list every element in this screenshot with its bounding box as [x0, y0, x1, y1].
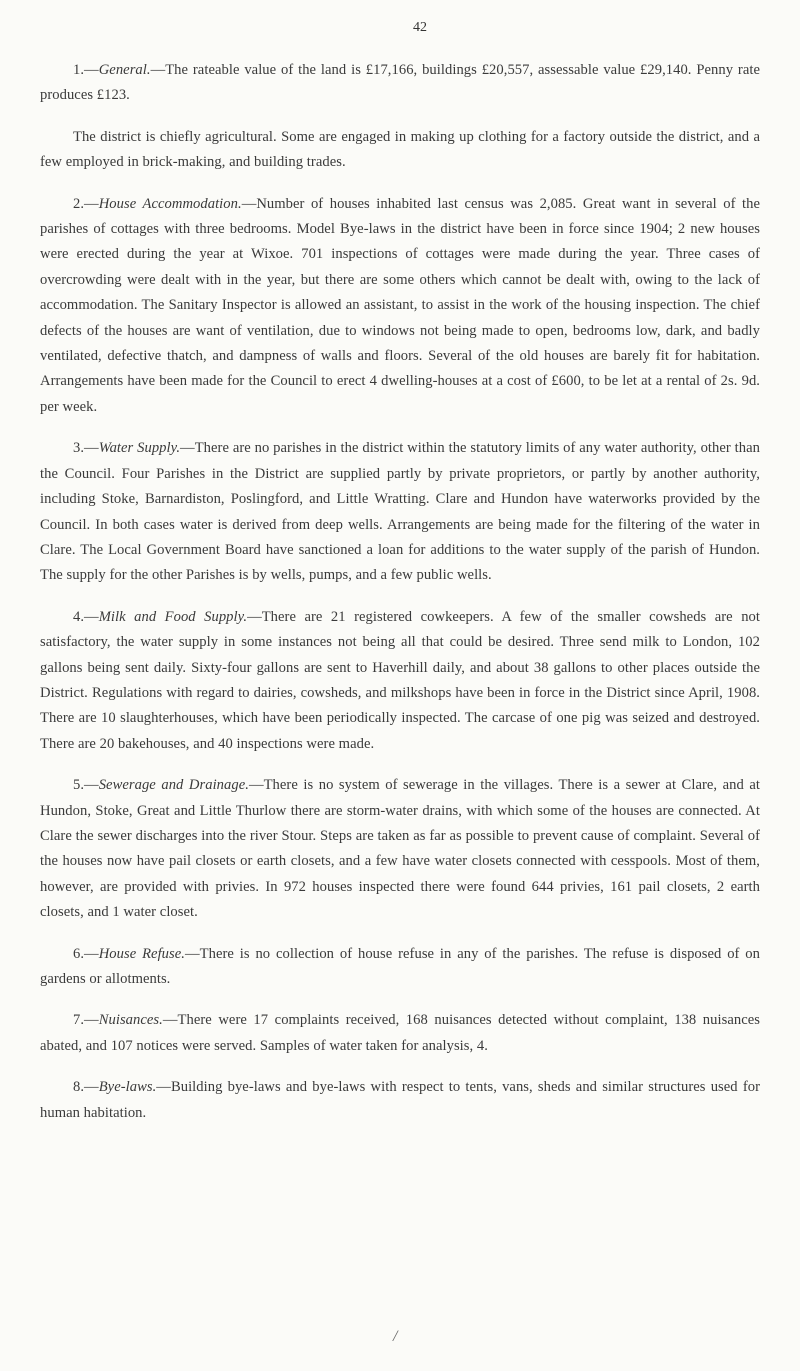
section-number: 8.— — [73, 1079, 99, 1096]
section-text: —Number of houses inhabited last census was 2,085. Great want in several of the parishes of cottages with three bedrooms. Model Bye-laws in the district have been in force since 1904; 2 new houses were erected during the year at Wixoe. 701 inspections of cottages were made during the year. Three cases of overcrowding were dealt with in the year, but there are some others which cannot be dealt with, owing to the lack of accommodation. The Sanitary Inspector is allowed an assistant, to assist in the work of the housing inspection. The chief defects of the houses are want of ventilation, due to windows not being made to open, bedrooms low, dark, and badly ventilated, defective thatch, and dampness of walls and floors. Several of the old houses are barely fit for habitation. Arrangements have been made for the Council to erect 4 dwelling-houses at a cost of £600, to be let at a rental of 2s. 9d. per week. — [40, 195, 760, 415]
section-heading: Milk and Food Supply. — [98, 608, 248, 625]
section-text: The district is chiefly agricultural. Some are engaged in making up clothing for a factory outside the district, and a few employed in brick-making, and building trades. — [40, 128, 760, 171]
section-heading: House Refuse. — [98, 945, 185, 962]
section-text: —There is no collection of house refuse in any of the parishes. The refuse is disposed of on gardens or allotments. — [40, 945, 761, 987]
paragraph-house-refuse — [40, 942, 760, 993]
section-text: —There is no system of sewerage in the villages. There is a sewer at Clare, and at Hundon, Stoke, Great and Little Thurlow there are storm-water drains, with which some of the houses are connected. At Clare the sewer discharges into the river Stour. Steps are taken as far as possible to prevent cause of complaint. Several of the houses now have pail closets or earth closets, and a few have water closets connected with cesspools. Most of them, however, are provided with privies. In 972 houses inspected there were found 644 privies, 161 pail closets, 2 earth closets, and 1 water closet. — [40, 777, 760, 921]
section-heading: House Accommodation. — [98, 195, 242, 212]
paragraph-milk-food-supply — [40, 605, 760, 757]
section-heading: Water Supply. — [98, 440, 181, 457]
paragraph-bye-laws — [40, 1075, 760, 1126]
paragraph-water-supply — [40, 436, 760, 588]
section-number: 1.— — [73, 62, 99, 78]
paragraph-house-accommodation — [40, 192, 760, 421]
paragraph-district — [40, 125, 760, 176]
section-text: —There are 21 registered cowkeepers. A few of the smaller cowsheds are not satisfactory, the water supply in some instances not being all that could be desired. Three send milk to London, 102 gallons being sent daily. Sixty-four gallons are sent to Haverhill daily, and about 38 gallons to other places outside the District. Regulations with regard to dairies, cowsheds, and milkshops have been in force in the District since April, 1908. There are 10 slaughterhouses, which have been periodically inspected. The carcase of one pig was seized and destroyed. There are 20 bakehouses, and 40 inspections were made. — [40, 608, 760, 752]
section-heading: General. — [98, 62, 151, 78]
section-number: 3.— — [73, 440, 99, 457]
paragraph-general — [40, 58, 760, 109]
section-text: —There are no parishes in the district within the statutory limits of any water authority, other than the Council. Four Parishes in the District are supplied partly by private proprietors, or partly by another authority, including Stoke, Barnardiston, Poslingford, and Little Wratting. Clare and Hundon have waterworks provided by the Council. In both cases water is derived from deep wells. Arrangements are being made for the filtering of the water in Clare. The Local Government Board have sanctioned a loan for additions to the water supply of the parish of Hundon. The supply for the other Parishes is by wells, pumps, and a few public wells. — [40, 440, 760, 584]
section-text: —There were 17 complaints received, 168 nuisances detected without complaint, 138 nuisances abated, and 107 notices were served. Samples of water taken for analysis, 4. — [40, 1012, 760, 1054]
section-number: 2.— — [73, 195, 99, 212]
section-number: 7.— — [73, 1012, 99, 1029]
paragraph-sewerage-drainage — [40, 773, 760, 925]
section-number: 5.— — [73, 777, 99, 794]
section-number: 6.— — [73, 945, 99, 962]
stray-pencil-mark: / — [393, 1328, 398, 1345]
section-heading: Sewerage and Drainage. — [98, 777, 249, 794]
section-text: —The rateable value of the land is £17,166, buildings £20,557, assessable value £29,140. Penny rate produces £123. — [40, 62, 760, 104]
paragraph-nuisances — [40, 1008, 760, 1059]
section-heading: Bye-laws. — [98, 1079, 157, 1096]
section-heading: Nuisances. — [98, 1012, 163, 1029]
section-number: 4.— — [73, 608, 99, 625]
section-text: —Building bye-laws and bye-laws with respect to tents, vans, sheds and similar structures used for human habitation. — [40, 1079, 760, 1121]
page-number: 42 — [413, 20, 427, 35]
